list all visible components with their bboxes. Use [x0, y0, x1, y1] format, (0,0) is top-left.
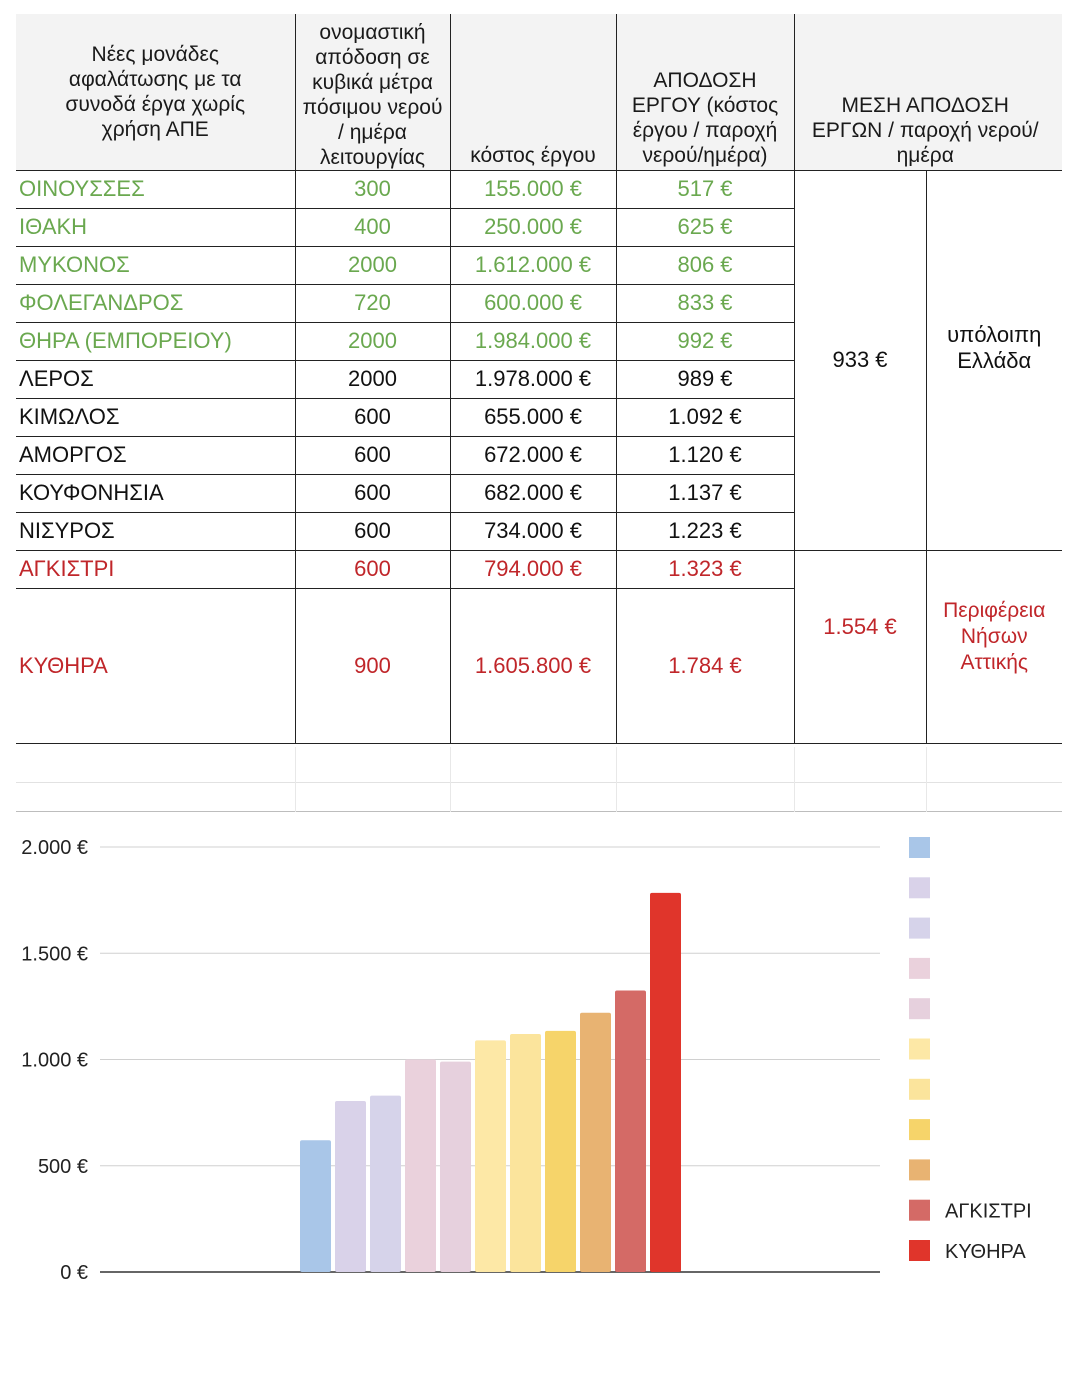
bar [650, 893, 681, 1272]
group-average: 933 € [794, 170, 926, 550]
header-yield: ΑΠΟΔΟΣΗ ΕΡΓΟΥ (κόστος έργου / παροχή νερού/ημέρα) [616, 14, 794, 170]
yield-value: 989 € [616, 360, 794, 398]
legend-swatch [909, 837, 930, 858]
header-units: Νέες μονάδες αφαλάτωσης με τα συνοδά έργα χωρίς χρήση ΑΠΕ [16, 14, 295, 170]
bar [475, 1040, 506, 1272]
legend-swatch [909, 1039, 930, 1060]
y-tick-label: 1.000 € [21, 1049, 88, 1072]
bar [440, 1062, 471, 1272]
island-name: ΙΘΑΚΗ [16, 208, 295, 246]
capacity-value: 900 [295, 588, 450, 743]
bar [300, 1140, 331, 1272]
capacity-value: 600 [295, 398, 450, 436]
bar [370, 1096, 401, 1272]
capacity-value: 400 [295, 208, 450, 246]
bar [405, 1060, 436, 1273]
bar [615, 990, 646, 1272]
island-name: ΑΜΟΡΓΟΣ [16, 436, 295, 474]
y-tick-label: 0 € [60, 1262, 88, 1284]
cost-value: 672.000 € [450, 436, 616, 474]
header-average: ΜΕΣΗ ΑΠΟΔΟΣΗ ΕΡΓΩΝ / παροχή νερού/ημέρα [794, 14, 1062, 170]
bar [335, 1101, 366, 1272]
cost-value: 250.000 € [450, 208, 616, 246]
island-name: ΝΙΣΥΡΟΣ [16, 512, 295, 550]
y-tick-label: 500 € [37, 1155, 88, 1178]
capacity-value: 720 [295, 284, 450, 322]
yield-value: 1.784 € [616, 588, 794, 743]
island-name: ΚΥΘΗΡΑ [16, 588, 295, 743]
cost-value: 1.612.000 € [450, 246, 616, 284]
capacity-value: 2000 [295, 246, 450, 284]
island-name: ΛΕΡΟΣ [16, 360, 295, 398]
capacity-value: 2000 [295, 322, 450, 360]
legend-swatch [909, 1119, 930, 1140]
yield-value: 833 € [616, 284, 794, 322]
empty-rows [16, 747, 1062, 812]
yield-value: 1.120 € [616, 436, 794, 474]
cost-value: 655.000 € [450, 398, 616, 436]
cost-value: 1.978.000 € [450, 360, 616, 398]
island-name: ΘΗΡΑ (ΕΜΠΟΡΕΙΟΥ) [16, 322, 295, 360]
group-label: υπόλοιπη Ελλάδα [926, 170, 1062, 550]
y-tick-label: 2.000 € [21, 837, 88, 859]
yield-value: 517 € [616, 170, 794, 208]
capacity-value: 300 [295, 170, 450, 208]
cost-value: 1.984.000 € [450, 322, 616, 360]
legend-label: ΑΓΚΙΣΤΡΙ [945, 1200, 1032, 1223]
cost-value: 794.000 € [450, 550, 616, 588]
island-name: ΟΙΝΟΥΣΣΕΣ [16, 170, 295, 208]
header-cost: κόστος έργου [450, 14, 616, 170]
capacity-value: 600 [295, 512, 450, 550]
legend-label: ΚΥΘΗΡΑ [945, 1241, 1026, 1263]
legend-swatch [909, 1159, 930, 1180]
yield-value: 806 € [616, 246, 794, 284]
cost-value: 682.000 € [450, 474, 616, 512]
legend-swatch [909, 1240, 930, 1261]
capacity-value: 600 [295, 436, 450, 474]
yield-value: 1.223 € [616, 512, 794, 550]
y-tick-label: 1.500 € [21, 943, 88, 966]
island-name: ΑΓΚΙΣΤΡΙ [16, 550, 295, 588]
yield-value: 625 € [616, 208, 794, 246]
island-name: ΜΥΚΟΝΟΣ [16, 246, 295, 284]
legend-swatch [909, 958, 930, 979]
legend-swatch [909, 877, 930, 898]
legend-swatch [909, 1079, 930, 1100]
group-label: Περιφέρεια Νήσων Αττικής [926, 550, 1062, 743]
yield-value: 1.137 € [616, 474, 794, 512]
island-name: ΚΙΜΩΛΟΣ [16, 398, 295, 436]
yield-value: 1.323 € [616, 550, 794, 588]
island-name: ΦΟΛΕΓΑΝΔΡΟΣ [16, 284, 295, 322]
bar [510, 1034, 541, 1272]
capacity-value: 600 [295, 550, 450, 588]
desalination-table [16, 14, 1062, 744]
bar [580, 1013, 611, 1272]
yield-value: 992 € [616, 322, 794, 360]
yield-bar-chart [0, 812, 1080, 1312]
island-name: ΚΟΥΦΟΝΗΣΙΑ [16, 474, 295, 512]
table-row [16, 170, 1062, 208]
group-average: 1.554 € [794, 550, 926, 743]
yield-value: 1.092 € [616, 398, 794, 436]
legend-swatch [909, 998, 930, 1019]
capacity-value: 2000 [295, 360, 450, 398]
cost-value: 155.000 € [450, 170, 616, 208]
legend-swatch [909, 918, 930, 939]
cost-value: 600.000 € [450, 284, 616, 322]
legend-swatch [909, 1200, 930, 1221]
capacity-value: 600 [295, 474, 450, 512]
cost-value: 734.000 € [450, 512, 616, 550]
cost-value: 1.605.800 € [450, 588, 616, 743]
table-row [16, 550, 1062, 588]
header-capacity: ονομαστική απόδοση σε κυβικά μέτρα πόσιμου νερού / ημέρα λειτουργίας [295, 14, 450, 170]
bar [545, 1031, 576, 1272]
